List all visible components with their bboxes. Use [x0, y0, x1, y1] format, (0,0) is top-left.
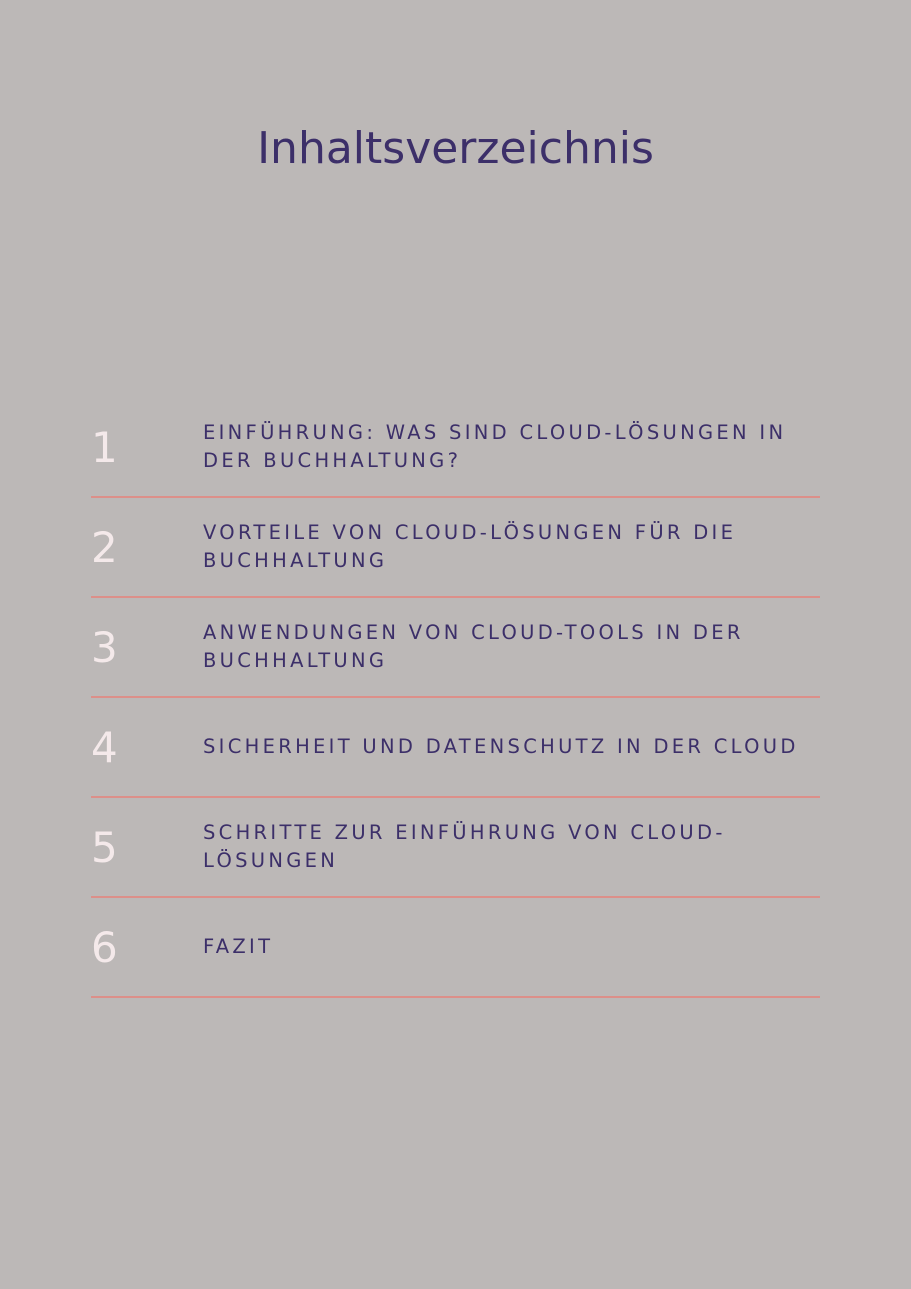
toc-number: 3 — [91, 622, 118, 672]
toc-title: SCHRITTE ZUR EINFÜHRUNG VON CLOUD-LÖSUNGEN — [203, 821, 726, 872]
toc-entry-6[interactable] — [91, 898, 820, 998]
toc-title: SICHERHEIT UND DATENSCHUTZ IN DER CLOUD — [203, 735, 799, 758]
toc-entry-1[interactable] — [91, 398, 820, 498]
toc-number: 5 — [91, 822, 118, 872]
toc-entry-2[interactable] — [91, 498, 820, 598]
toc-title: VORTEILE VON CLOUD-LÖSUNGEN FÜR DIE BUCHHALTUNG — [203, 521, 737, 572]
page-title: Inhaltsverzeichnis — [257, 123, 654, 175]
table-of-contents — [91, 398, 820, 998]
toc-number: 2 — [91, 522, 118, 572]
toc-entry-4[interactable] — [91, 698, 820, 798]
toc-number: 4 — [91, 722, 118, 772]
toc-title: FAZIT — [203, 935, 274, 958]
toc-entry-3[interactable] — [91, 598, 820, 698]
toc-title: ANWENDUNGEN VON CLOUD-TOOLS IN DER BUCHHALTUNG — [203, 621, 744, 672]
toc-number: 1 — [91, 422, 118, 472]
toc-number: 6 — [91, 922, 118, 972]
toc-title: EINFÜHRUNG: WAS SIND CLOUD-LÖSUNGEN IN DER BUCHHALTUNG? — [203, 421, 787, 472]
toc-entry-5[interactable] — [91, 798, 820, 898]
